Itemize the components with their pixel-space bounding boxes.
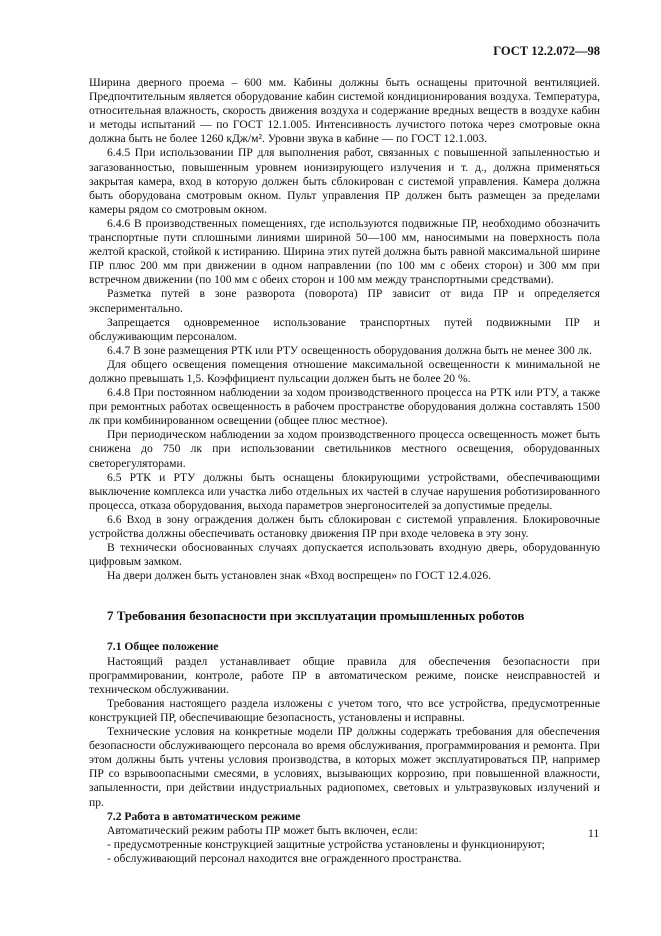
section-7-2-paragraphs <box>89 824 600 866</box>
paragraph: Запрещается одновременное использование транспортных путей подвижными ПР и обслуживающим персоналом. <box>89 315 600 343</box>
paragraph: 6.6 Вход в зону ограждения должен быть сблокирован с системой управления. Блокировочные устройства должны обеспечивать остановку движения ПР при входе человека в эту зону. <box>89 512 600 540</box>
paragraph: Требования настоящего раздела изложены с учетом того, что все устройства, предусмотренные конструкцией ПР, обеспечивающие безопасность, установлены и исправны. <box>89 696 600 724</box>
paragraph: 6.4.8 При постоянном наблюдении за ходом производственного процесса на РТК или РТУ, а также при ремонтных работах освещенность в рабочем пространстве оборудования должна составлять 1500 лк при комбинированном освещении (общее плюс местное). <box>89 386 600 428</box>
paragraph: - предусмотренные конструкцией защитные устройства установлены и функционируют; <box>107 837 545 851</box>
document-body <box>89 76 600 866</box>
page-header: ГОСТ 12.2.072—98 <box>493 44 600 58</box>
paragraph: Ширина дверного проема – 600 мм. Кабины должны быть оснащены приточной вентиляцией. Предпочтительным является оборудование кабин системой кондиционирования воздуха. Температура, относительная влажность, скорость движения воздуха и содержание вредных веществ в воздухе кабин и методы испытаний — по ГОСТ 12.1.005. Интенсивность лучистого потока через смотровые окна должна быть не более 1260 кДж/м². Уровни звука в кабине — по ГОСТ 12.1.003. <box>89 76 600 146</box>
paragraph: 6.4.7 В зоне размещения РТК или РТУ освещенность оборудования должна быть не менее 300 лк. <box>107 343 593 357</box>
paragraph: 6.4.5 При использовании ПР для выполнения работ, связанных с повышенной запыленностью и загазованностью, повышенным уровнем ионизирующего излучения и т. д., должна применяться закрытая камера, вход в которую должен быть сблокирован с системой управления. Камера должна быть оборудована смотровым окном. Пульт управления ПР должен быть размещен за пределами камеры рядом со смотровым окном. <box>89 146 600 216</box>
section-7-1-paragraphs <box>89 655 600 810</box>
section-7-2-heading: 7.2 Работа в автоматическом режиме <box>107 809 301 823</box>
paragraph: Настоящий раздел устанавливает общие правила для обеспечения безопасности при программировании, контроле, работе ПР в автоматическом режиме, поиске неисправностей и техническом обслуживании. <box>89 654 600 696</box>
paragraph: На двери должен быть установлен знак «Вход воспрещен» по ГОСТ 12.4.026. <box>107 569 492 583</box>
page-number: 11 <box>588 827 600 840</box>
paragraph: Для общего освещения помещения отношение максимальной освещенности к минимальной не должно превышать 1,5. Коэффициент пульсации должен быть не более 20 %. <box>89 357 600 385</box>
paragraph: 6.4.6 В производственных помещениях, где используются подвижные ПР, необходимо обозначить транспортные пути сплошными линиями шириной 50—100 мм, наносимыми на поверхность пола желтой краской, стойкой к истиранию. Ширина этих путей должна быть равной максимальной ширине ПР плюс 200 мм при движении в одном направлении (по 100 мм с обеих сторон) и 300 мм при встречном движении (по 100 мм с обеих сторон и 100 мм между транспортными средствами). <box>89 216 600 287</box>
section-7-1-heading: 7.1 Общее положение <box>107 640 219 654</box>
paragraph: Технические условия на конкретные модели ПР должны содержать требования для обеспечения безопасности обслуживающего персонала во время обслуживания, программирования и ремонта. При этом должны быть учтены условия производства, в которых может эксплуатироваться ПР, например ПР со взрывоопасными смесями, в условиях, вызывающих коррозию, при повышенной влажности, запыленности, при действии индустриальных радиопомех, световых и ультразвуковых излучений и пр. <box>89 725 600 809</box>
section-7-heading: 7 Требования безопасности при эксплуатации промышленных роботов <box>107 608 525 624</box>
paragraph: При периодическом наблюдении за ходом производственного процесса освещенность может быть снижена до 750 лк при использовании светильников местного освещения, оборудованных светорегуляторами. <box>89 428 600 470</box>
paragraph: - обслуживающий персонал находится вне огражденного пространства. <box>107 851 462 865</box>
paragraphs-before <box>89 76 600 583</box>
paragraph: Автоматический режим работы ПР может быть включен, если: <box>107 823 418 837</box>
paragraph: В технически обоснованных случаях допускается использовать входную дверь, оборудованную цифровым замком. <box>89 541 600 569</box>
paragraph: 6.5 РТК и РТУ должны быть оснащены блокирующими устройствами, обеспечивающими выключение комплекса или участка либо отдельных их частей в случае нарушения роботизированного процесса, отказа оборудования, выхода параметров энергоносителей за допустимые пределы. <box>89 470 600 512</box>
paragraph: Разметка путей в зоне разворота (поворота) ПР зависит от вида ПР и определяется экспериментально. <box>89 287 600 315</box>
